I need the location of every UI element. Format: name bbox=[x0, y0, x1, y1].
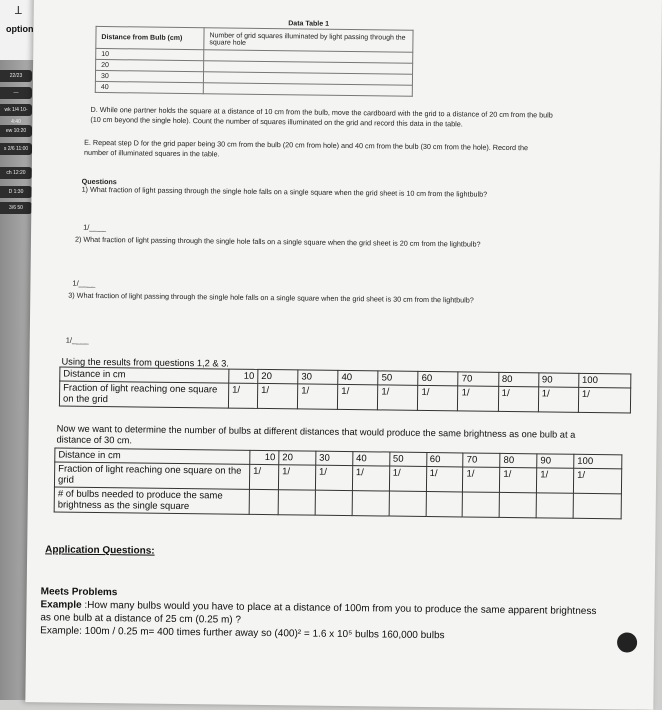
table-cell[interactable]: 1/ bbox=[278, 465, 315, 490]
table-cell[interactable]: 1/ bbox=[463, 467, 500, 492]
table-cell[interactable] bbox=[278, 490, 315, 515]
bulbs-title: Now we want to determine the number of bulbs at different distances that would produce the same brightness as one bulb at a distance of 30 cm. bbox=[56, 423, 576, 446]
table-cell: 30 bbox=[95, 70, 203, 82]
data-table-1 bbox=[95, 16, 414, 97]
fraction-row-label: Fraction of light reaching one square on the grid bbox=[59, 381, 228, 408]
table-cell: 10 bbox=[229, 369, 258, 383]
table-cell[interactable]: 1/ bbox=[538, 387, 578, 412]
distance-row-label: Distance in cm bbox=[60, 367, 229, 383]
step-d-text: D. While one partner holds the square at a distance of 10 cm from the bulb, move the cardboard with the grid to a distance of 20 cm from the bulb (10 cm beyond the single hole). Count the number of squares illuminated on the grid and record this data in the table. bbox=[90, 104, 553, 128]
table-cell[interactable] bbox=[462, 492, 499, 517]
step-e-text: E. Repeat step D for the grid paper being 30 cm from the bulb (20 cm from hole) and 40 cm from the bulb (30 cm from the hole). Record the number of illuminated squares in the table. bbox=[83, 137, 529, 158]
table-cell: 90 bbox=[537, 454, 574, 468]
table-cell[interactable]: 1/ bbox=[249, 464, 278, 489]
answer-3[interactable]: 1/____ bbox=[65, 335, 89, 345]
table-cell[interactable]: 1/ bbox=[298, 384, 338, 409]
results-title: Using the results from questions 1,2 & 3. bbox=[61, 356, 229, 369]
bulbs-row-label: # of bulbs needed to produce the same brightness as the single square bbox=[54, 487, 249, 514]
table-cell: 20 bbox=[279, 451, 316, 465]
table-cell[interactable] bbox=[573, 493, 621, 519]
table-cell: 50 bbox=[389, 452, 426, 466]
table-cell[interactable]: 1/ bbox=[352, 466, 389, 491]
table-cell[interactable]: 1/ bbox=[338, 384, 378, 409]
table-cell: 90 bbox=[538, 373, 578, 387]
table-cell[interactable]: 1/ bbox=[426, 466, 463, 491]
table-cell[interactable]: 1/ bbox=[315, 465, 352, 490]
answer-1[interactable]: 1/____ bbox=[83, 222, 107, 233]
table-cell: 60 bbox=[418, 371, 458, 385]
edge-tag[interactable]: 3/6 50 bbox=[0, 202, 32, 214]
table-cell: 100 bbox=[578, 373, 630, 388]
table-cell[interactable]: 1/ bbox=[573, 468, 621, 494]
questions-heading: Questions bbox=[81, 176, 117, 187]
data-table-1-title: Data Table 1 bbox=[288, 20, 330, 28]
table-cell[interactable]: 1/ bbox=[257, 383, 297, 408]
logo-icon: ꓕ bbox=[15, 5, 22, 17]
table-cell[interactable] bbox=[389, 491, 426, 516]
question-2: 2) What fraction of light passing through the single hole falls on a single square when the grid sheet is 20 cm from the lightbulb? bbox=[74, 234, 481, 249]
application-heading: Application Questions: bbox=[45, 544, 155, 557]
worksheet-page bbox=[25, 0, 662, 710]
question-3: 3) What fraction of light passing through the single hole falls on a single square when the grid sheet is 30 cm from the lightbulb? bbox=[68, 290, 474, 305]
grid-squares-header: Number of grid squares illuminated by light passing through the square hole bbox=[204, 28, 413, 53]
table-cell: 40 bbox=[352, 452, 389, 466]
table-cell: 10 bbox=[96, 48, 204, 60]
table-cell[interactable]: 1/ bbox=[500, 467, 537, 492]
table-cell[interactable]: 1/ bbox=[537, 468, 574, 493]
table-cell[interactable] bbox=[426, 491, 463, 516]
table-cell: 20 bbox=[96, 59, 204, 71]
table-cell: 30 bbox=[316, 451, 353, 465]
table-cell: 80 bbox=[498, 372, 538, 386]
table-cell: 40 bbox=[338, 370, 378, 384]
edge-tag[interactable]: ch 12:20 bbox=[0, 167, 32, 179]
edge-tag[interactable]: 22/23 bbox=[0, 70, 32, 82]
table-cell: 30 bbox=[298, 370, 338, 384]
table-cell: 80 bbox=[500, 453, 537, 467]
edge-tag[interactable]: — bbox=[0, 87, 32, 99]
table-cell[interactable]: 1/ bbox=[389, 466, 426, 491]
example-answer: Example: 100m / 0.25 m= 400 times further away so (400)² = 1.6 x 10⁵ bulbs 160,000 bulbs bbox=[40, 625, 445, 642]
table-cell[interactable] bbox=[315, 490, 352, 515]
answer-2[interactable]: 1/____ bbox=[72, 278, 96, 288]
results-table bbox=[59, 367, 631, 414]
table-cell[interactable] bbox=[499, 492, 536, 517]
table-cell[interactable] bbox=[249, 489, 278, 514]
table-cell: 70 bbox=[463, 453, 500, 467]
table-cell[interactable]: 1/ bbox=[458, 386, 498, 411]
bulbs-table bbox=[54, 447, 623, 519]
table-cell: 40 bbox=[95, 81, 203, 93]
table-cell[interactable]: 1/ bbox=[228, 383, 257, 408]
table-cell[interactable] bbox=[352, 491, 389, 516]
table-cell: 50 bbox=[378, 371, 418, 385]
camera-dot-icon bbox=[614, 629, 640, 655]
table-cell: 100 bbox=[574, 454, 622, 469]
question-1: 1) What fraction of light passing through the single hole falls on a single square when the grid sheet is 10 cm from the lightbulb? bbox=[81, 184, 488, 199]
table-cell[interactable]: 1/ bbox=[418, 385, 458, 410]
option-label[interactable]: option bbox=[6, 24, 34, 34]
table-cell[interactable]: 1/ bbox=[378, 385, 418, 410]
edge-tag[interactable]: D 1:30 bbox=[0, 186, 32, 198]
meets-problems bbox=[40, 585, 601, 644]
table-cell[interactable]: 1/ bbox=[498, 386, 538, 411]
table-cell: 60 bbox=[426, 452, 463, 466]
distance-row-label: Distance in cm bbox=[55, 448, 250, 464]
table-cell: 10 bbox=[250, 450, 279, 464]
fraction-row-label: Fraction of light reaching one square on the grid bbox=[54, 462, 249, 489]
distance-header: Distance from Bulb (cm) bbox=[96, 26, 204, 49]
table-cell: 20 bbox=[258, 369, 298, 383]
meets-heading: Meets Problems bbox=[40, 586, 118, 599]
table-cell[interactable] bbox=[536, 493, 573, 518]
edge-tag[interactable]: s 2/6 11:00 bbox=[0, 143, 32, 155]
edge-tag[interactable]: wk 1/4 10-4:40 bbox=[0, 104, 32, 116]
table-cell[interactable]: 1/ bbox=[578, 387, 631, 413]
example-question: :How many bulbs would you have to place at a distance of 100m from you to produce the same apparent brightness as one bulb at a distance of 25 cm (0.25 m) ? bbox=[40, 599, 597, 626]
edge-tag[interactable]: ew 10:20 bbox=[0, 125, 32, 137]
table-cell: 70 bbox=[458, 372, 498, 386]
example-label: Example bbox=[40, 599, 82, 611]
table-cell[interactable] bbox=[203, 83, 412, 97]
